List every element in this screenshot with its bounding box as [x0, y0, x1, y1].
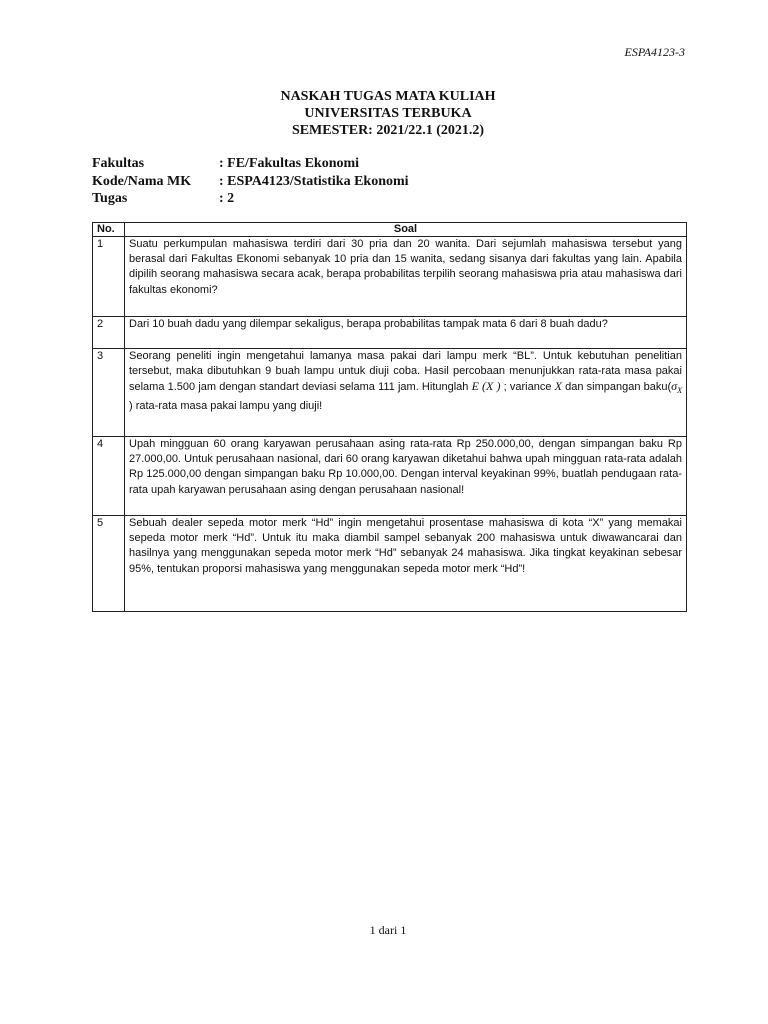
- meta-row-tugas: [92, 190, 409, 208]
- question-text-part: ) rata-rata masa pakai lampu yang diuji!: [129, 399, 323, 412]
- document-title: [0, 88, 768, 139]
- title-line-2: UNIVERSITAS TERBUKA: [304, 106, 472, 121]
- table-row: [93, 437, 687, 516]
- header-no: No.: [93, 223, 125, 237]
- meta-label: Kode/Nama MK: [92, 173, 192, 189]
- title-line-3: SEMESTER: 2021/22.1 (2021.2): [291, 123, 485, 138]
- question-text-part: Seorang peneliti ingin mengetahui lamanya masa pakai dari lampu merk “BL”. Untuk kebutuhan penelitian tersebut, maka dibutuhkan 9 buah lampu untuk diuji coba. Hasil percobaan menunjukkan rata-rata masa pakai selama 1.500 jam dengan standart deviasi selama 111 jam. Hitunglah: [129, 350, 682, 394]
- math-variable-x: X: [554, 379, 562, 394]
- table-row: [93, 237, 687, 317]
- table-row: [93, 349, 687, 437]
- question-number: 2: [93, 317, 125, 349]
- question-text-part: dan simpangan baku(: [561, 381, 672, 394]
- math-expected-value: E (X ): [471, 379, 501, 394]
- table-header-row: [93, 223, 687, 237]
- meta-row-fakultas: [92, 155, 409, 173]
- questions-table: [92, 222, 687, 612]
- question-text: Sebuah dealer sepeda motor merk “Hd” ingin mengetahui prosentase mahasiswa di kota “X” yang memakai sepeda motor merk “Hd”. Untuk itu maka diambil sampel sebanyak 200 mahasiswa untuk diwawancarai dan hasilnya yang menggunakan sepeda motor merk “Hd” sebanyak 24 mahasiswa. Jika tingkat keyakinan sebesar 95%, tentukan proporsi mahasiswa yang menggunakan sepeda motor merk “Hd”!: [125, 516, 687, 612]
- page-number: 1 dari 1: [369, 923, 407, 937]
- meta-row-kode-mk: [92, 173, 409, 191]
- meta-value: : 2: [219, 191, 235, 206]
- question-text: [125, 349, 687, 437]
- table-row: [93, 516, 687, 612]
- course-info: [92, 155, 409, 208]
- math-sigma-subscript: X: [677, 386, 682, 396]
- question-text: Dari 10 buah dadu yang dilempar sekaligus, berapa probabilitas tampak mata 6 dari 8 buah dadu?: [125, 317, 687, 349]
- header-soal: Soal: [125, 223, 687, 237]
- meta-value: : FE/Fakultas Ekonomi: [219, 156, 360, 171]
- meta-label: Tugas: [92, 191, 128, 206]
- question-number: 1: [93, 237, 125, 317]
- question-number: 4: [93, 437, 125, 516]
- meta-value: : ESPA4123/Statistika Ekonomi: [219, 173, 409, 189]
- meta-label: Fakultas: [92, 156, 145, 171]
- question-text-part: ; variance: [500, 381, 555, 394]
- document-code: ESPA4123-3: [624, 45, 685, 59]
- math-sigma: σ: [671, 379, 678, 394]
- question-number: 3: [93, 349, 125, 437]
- question-text: Upah mingguan 60 orang karyawan perusahaan asing rata-rata Rp 250.000,00, dengan simpangan baku Rp 27.000,00. Untuk perusahaan nasional, dari 60 orang karyawan diketahui bahwa upah mingguan rata-rata adalah Rp 125.000,00 dengan simpangan baku Rp 10.000,00. Dengan interval keyakinan 99%, buatlah pendugaan rata-rata upah karyawan perusahaan asing dengan perusahaan nasional!: [125, 437, 687, 516]
- question-text: Suatu perkumpulan mahasiswa terdiri dari 30 pria dan 20 wanita. Dari sejumlah mahasiswa tersebut yang berasal dari Fakultas Ekonomi sebanyak 10 pria dan 15 wanita, sedang sisanya dari fakultas yang lain. Apabila dipilih seorang mahasiswa secara acak, berapa probabilitas terpilih seorang mahasiswa pria atau mahasiswa dari fakultas ekonomi?: [125, 237, 687, 317]
- question-number: 5: [93, 516, 125, 612]
- title-line-1: NASKAH TUGAS MATA KULIAH: [280, 89, 496, 104]
- table-row: [93, 317, 687, 349]
